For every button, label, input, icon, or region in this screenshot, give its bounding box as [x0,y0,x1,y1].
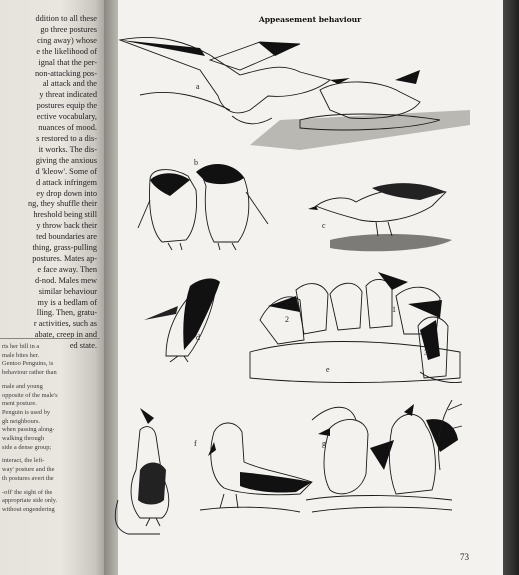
panel-f-illustration [115,408,312,534]
text-line: postures equip the [36,101,97,111]
text-line: y throw back their [36,221,97,231]
text-line: postures. Mates ap- [32,253,97,263]
text-line: th postures avert the [2,474,54,482]
panel-e-marker-1: 1 [392,305,396,314]
text-line: d-nod. Males mew [35,275,97,285]
text-line: gh neighbours. [2,417,40,425]
text-line: behaviour rather than [2,369,57,377]
text-line: e face away. Then [37,264,97,274]
text-line: cing away) whose [37,35,97,45]
text-line: ey drop down into [36,188,97,198]
text-line: walking through [2,435,45,443]
text-line: d 'kleow'. Some of [35,166,97,176]
text-line: y threat indicated [39,90,97,100]
text-line: nuances of mood. [38,123,97,133]
text-line: opposite of the male's [2,391,58,399]
text-line: it works. The dis- [38,144,97,154]
text-line: side a dense group; [2,443,52,451]
text-line: ng, they shuffle their [28,199,97,209]
panel-b-illustration [138,158,268,250]
text-line: e the likelihood of [36,46,97,56]
text-line: giving the anxious [35,155,97,165]
text-line: -off' the sight of the [2,488,53,496]
text-line: ment posture. [2,400,37,408]
text-line: Gentoo Penguins, is [2,360,54,368]
text-line: rts her bill in a [2,343,40,350]
text-line: hreshold being still [33,210,97,220]
panel-c-illustration [308,183,452,251]
text-line: male and young [2,382,43,390]
text-line: way' posture and the [2,466,55,474]
panel-e-label: e [326,365,330,374]
text-line: non-attacking pos- [35,68,97,78]
panel-d-illustration [144,279,220,362]
panel-g-illustration [306,400,462,512]
text-line: abate, creep in and [34,330,97,340]
panel-a-illustration [120,37,470,150]
panel-a-label: a [196,82,200,91]
panel-b-label: b [194,158,198,167]
text-line: interact, the left- [2,457,45,465]
text-line: go three postures [40,24,97,34]
page-title: Appeasement behaviour [258,15,362,24]
panel-c-label: c [322,221,326,230]
text-line: thing, grass-pulling [32,243,97,253]
text-line: when passing along- [2,426,55,434]
text-line: d attack infringem [36,177,97,187]
panel-e-illustration [250,272,462,383]
text-line: appropriate side only. [2,497,58,505]
panel-d-label: d [196,333,200,342]
text-line: ective vocabulary, [36,112,97,122]
panel-g-label: g [322,439,326,448]
text-line: ddition to all these [35,14,97,23]
text-line: male bites her. [2,351,40,359]
text-line: al attack and the [42,79,97,89]
panel-e-marker-3: 3 [424,348,428,357]
text-line: lling. Then, gratu- [36,308,97,318]
text-line: without engendering [2,505,55,513]
text-line: Penguin is used by [2,408,51,416]
panel-e-marker-2: 2 [285,315,289,324]
text-line: s restored to a dis- [36,133,97,143]
text-line: ted boundaries are [36,232,97,242]
text-line: ed state. [69,341,97,351]
text-line: ignal that the per- [38,57,97,67]
panel-f-label: f [194,439,197,448]
text-line: similar behaviour [38,286,97,296]
text-line: r activities, such as [33,319,97,329]
page-number: 73 [460,552,469,562]
text-line: my is a bedlam of [37,297,97,307]
